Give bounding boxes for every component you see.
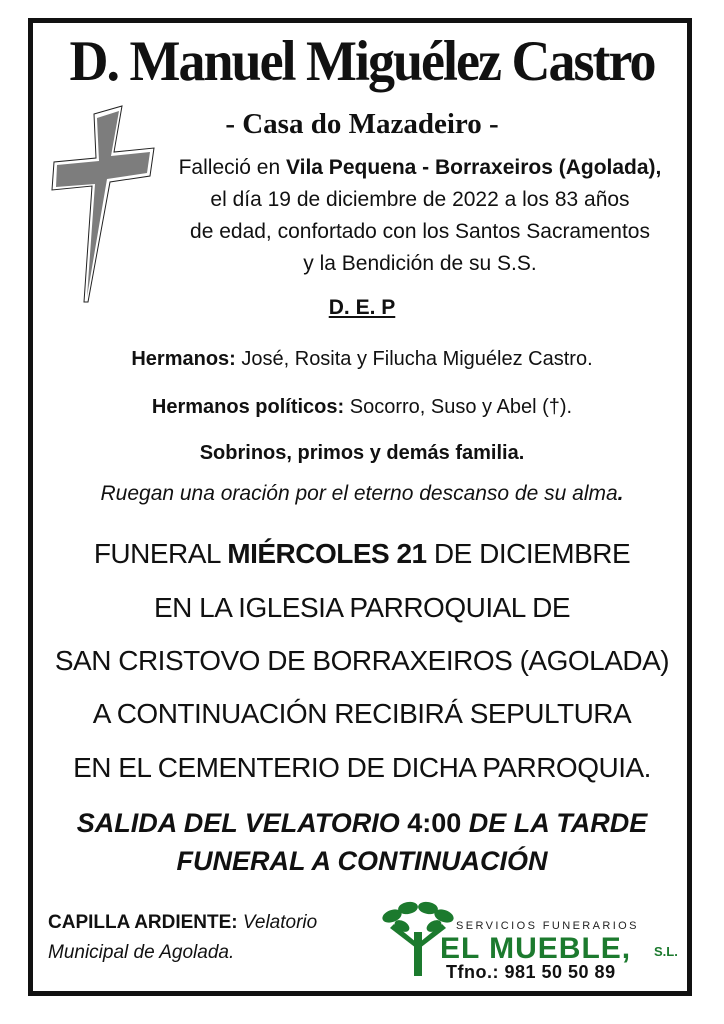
dep-text: D. E. P (328, 296, 396, 319)
death-line-4: y la Bendición de su S.S. (303, 252, 537, 275)
chapel-label: CAPILLA ARDIENTE: (48, 912, 238, 933)
inlaws-label: Hermanos políticos: (151, 396, 345, 418)
funeral-l1-a: FUNERAL (93, 538, 228, 569)
death-line-2: el día 19 de diciembre de 2022 a los 83 años (210, 188, 630, 211)
prayer-dot: . (617, 482, 624, 505)
salida-l1-c: DE LA TARDE (461, 808, 648, 838)
salida-line-2: FUNERAL A CONTINUACIÓN (176, 846, 548, 876)
death-line-1-pre: Falleció en (178, 156, 286, 179)
logo-name: EL MUEBLE, (440, 932, 632, 965)
inlaws-line (0, 396, 724, 419)
funeral-line-5: EN EL CEMENTERIO DE DICHA PARROQUIA. (73, 752, 651, 783)
inlaws-names: Socorro, Suso y Abel (†). (344, 396, 573, 418)
logo-suffix: S.L. (654, 944, 678, 959)
chapel-line-1 (48, 912, 317, 934)
other-family-line (0, 442, 724, 465)
funeral-l1-c: DE DICIEMBRE (426, 538, 631, 569)
funeral-line-2: EN LA IGLESIA PARROQUIAL DE (154, 592, 570, 623)
prayer-line (0, 482, 724, 506)
siblings-label: Hermanos: (131, 348, 236, 370)
death-details (160, 152, 680, 280)
death-line-3: de edad, confortado con los Santos Sacramentos (190, 220, 650, 243)
other-family: Sobrinos, primos y demás familia. (199, 442, 525, 464)
salida-line-1 (0, 808, 724, 839)
chapel-l1: Velatorio (237, 912, 318, 933)
chapel-line-2: Municipal de Agolada. (48, 942, 235, 963)
cross-icon (50, 104, 156, 304)
salida-l1-a: SALIDA DEL VELATORIO (76, 808, 408, 838)
funeral-line-4: A CONTINUACIÓN RECIBIRÁ SEPULTURA (92, 698, 632, 729)
funeral-line-3: SAN CRISTOVO DE BORRAXEIROS (AGOLADA) (54, 645, 670, 676)
funeral-line-1 (0, 538, 724, 570)
logo-phone: Tfno.: 981 50 50 89 (446, 962, 616, 982)
prayer-text: Ruegan una oración por el eterno descanso de su alma (100, 482, 618, 505)
death-place: Vila Pequena - Borraxeiros (Agolada), (286, 156, 662, 179)
siblings-names: José, Rosita y Filucha Miguélez Castro. (235, 348, 593, 370)
logo-subtitle: SERVICIOS FUNERARIOS (456, 920, 639, 932)
salida-time: 4:00 (407, 808, 462, 838)
siblings-line (0, 348, 724, 371)
house-name: - Casa do Mazadeiro - (225, 108, 499, 140)
deceased-name: D. Manuel Miguélez Castro (69, 29, 655, 93)
funeral-date: MIÉRCOLES 21 (227, 538, 427, 569)
